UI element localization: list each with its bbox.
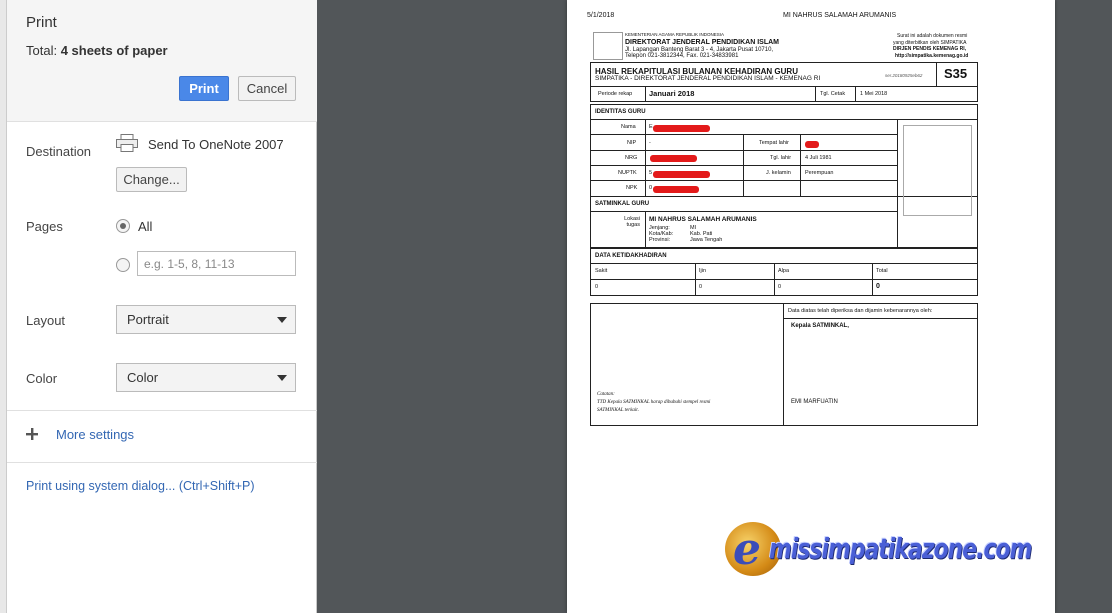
redaction — [653, 171, 710, 178]
pages-label: Pages — [26, 219, 63, 234]
val-ijin: 0 — [699, 284, 703, 290]
sheet-count — [26, 43, 168, 58]
report-subtitle: SIMPATIKA - DIREKTORAT JENDERAL PENDIDIKAN ISLAM - KEMENAG RI — [595, 75, 821, 82]
tgl-lahir-value: 4 Juli 1981 — [805, 155, 832, 161]
catatan-label: Catatan: — [597, 392, 615, 397]
jenis-kelamin-label: J. kelamin — [766, 170, 791, 176]
jenjang-label: Jenjang: — [649, 225, 670, 231]
jenis-kelamin-value: Perempuan — [805, 170, 834, 176]
color-label: Color — [26, 371, 58, 386]
change-destination-button[interactable]: Change... — [116, 167, 187, 192]
dialog-title: Print — [26, 14, 57, 31]
school-name: MI NAHRUS SALAMAH ARUMANIS — [649, 216, 757, 223]
divider — [7, 462, 317, 463]
print-header — [7, 0, 317, 122]
rule — [590, 119, 978, 120]
rule — [645, 86, 646, 102]
rule — [855, 86, 856, 102]
cetak-label: Tgl. Cetak — [820, 91, 846, 97]
kota-value: Kab. Pati — [690, 231, 713, 237]
form-code: S35 — [944, 66, 968, 81]
rule — [590, 86, 978, 87]
rule — [783, 303, 784, 426]
address-line-2: Telepon 021-3812344, Fax. 021-34833981 — [625, 53, 739, 59]
redaction — [653, 186, 699, 193]
tempat-lahir-label: Tempat lahir — [759, 140, 789, 146]
provinsi-label: Provinsi: — [649, 237, 671, 243]
ministry-name: KEMENTERIAN AGAMA REPUBLIK INDONESIA — [625, 32, 725, 37]
pages-all-label: All — [138, 219, 153, 234]
rule — [645, 119, 646, 196]
logo-placeholder — [593, 32, 623, 60]
chevron-down-icon — [277, 375, 287, 381]
pages-range-input[interactable] — [137, 251, 296, 276]
system-dialog-link[interactable]: Print using system dialog... (Ctrl+Shift+P) — [26, 479, 255, 493]
watermark-text: missimpatikazone.com — [769, 532, 1032, 565]
rule — [897, 119, 898, 248]
signature-box — [590, 303, 978, 426]
rule — [936, 62, 937, 86]
layout-select[interactable] — [116, 305, 296, 334]
print-header-title: MI NAHRUS SALAMAH ARUMANIS — [783, 12, 897, 19]
periode-value: Januari 2018 — [649, 89, 695, 98]
rule — [645, 211, 646, 248]
note-line-2: yang diterbitkan oleh SIMPATIKA — [893, 40, 967, 46]
rule — [590, 263, 978, 264]
watermark-logo — [725, 520, 1032, 580]
kota-label: Kota/Kab: — [649, 231, 674, 237]
rule — [872, 263, 873, 296]
identitas-heading: IDENTITAS GURU — [595, 109, 646, 115]
printer-icon — [116, 134, 138, 152]
rule — [774, 263, 775, 296]
nuptk-value: 5 — [649, 170, 653, 176]
pages-all-radio[interactable] — [116, 219, 130, 233]
cancel-button[interactable]: Cancel — [238, 76, 296, 101]
val-sakit: 0 — [595, 284, 599, 290]
note-line-3: DIRJEN PENDIS KEMENAG RI, — [893, 46, 967, 52]
npk-label: NPK — [626, 185, 638, 191]
total-value: 4 sheets of paper — [60, 43, 168, 58]
print-date: 5/1/2018 — [587, 12, 615, 19]
rule — [800, 134, 801, 196]
col-alpa: Alpa — [778, 268, 790, 274]
nuptk-label: NUPTK — [618, 170, 637, 176]
rule — [695, 263, 696, 296]
cetak-value: 1 Mei 2018 — [860, 91, 888, 97]
nrg-label: NRG — [625, 155, 638, 161]
kepala-label: Kepala SATMINKAL, — [791, 323, 849, 329]
rule — [590, 279, 978, 280]
col-sakit: Sakit — [595, 268, 608, 274]
plus-icon[interactable] — [26, 428, 38, 440]
note-line-4: http://simpatika.kemenag.go.id — [895, 53, 969, 59]
periode-label: Periode rekap — [598, 91, 633, 97]
divider — [7, 410, 317, 411]
destination-name: Send To OneNote 2007 — [148, 137, 284, 152]
catatan-line-1: TTD Kepala SATMINKAL harap dibubuhi stempel resmi — [597, 400, 711, 405]
window-edge — [0, 0, 7, 613]
nama-label: Nama — [621, 124, 636, 130]
photo-placeholder — [903, 125, 972, 216]
jenjang-value: MI — [690, 225, 697, 231]
color-value: Color — [127, 370, 159, 385]
signer-name: EMI MARFUATIN — [791, 399, 838, 405]
pages-custom-radio[interactable] — [116, 258, 130, 272]
val-alpa: 0 — [778, 284, 782, 290]
nama-value: E — [649, 124, 653, 130]
print-button[interactable]: Print — [179, 76, 229, 101]
lokasi-label: Lokasi tugas — [624, 216, 640, 228]
address-line-1: Jl. Lapangan Banteng Barat 3 - 4, Jakarta Pusat 10710, — [625, 47, 774, 53]
col-total: Total — [876, 268, 888, 274]
rule — [815, 86, 816, 102]
redaction — [805, 141, 819, 148]
col-ijin: Ijin — [699, 268, 707, 274]
rule — [590, 211, 897, 212]
verification-text: Data diatas telah diperiksa dan dijamin kebenarannya oleh: — [788, 308, 933, 314]
nip-value: - — [649, 140, 651, 146]
more-settings-link[interactable]: More settings — [56, 427, 135, 442]
destination-label: Destination — [26, 144, 92, 159]
nip-label: NIP — [627, 140, 637, 146]
layout-value: Portrait — [127, 312, 169, 327]
rule — [783, 318, 978, 319]
ketidakhadiran-heading: DATA KETIDAKHADIRAN — [595, 253, 667, 259]
report-title: HASIL REKAPITULASI BULANAN KEHADIRAN GURU — [595, 67, 798, 76]
total-prefix: Total: — [26, 43, 61, 58]
watermark-initial: e — [733, 524, 761, 575]
provinsi-value: Jawa Tengah — [690, 237, 723, 243]
note-line-1: Surat ini adalah dokumen resmi — [897, 33, 968, 39]
val-total: 0 — [876, 283, 880, 290]
reference-code: ser.20180925eb62 — [885, 73, 923, 78]
directorate-name: DIREKTORAT JENDERAL PENDIDIKAN ISLAM — [625, 39, 780, 46]
color-select[interactable] — [116, 363, 296, 392]
redaction — [650, 155, 697, 162]
chevron-down-icon — [277, 317, 287, 323]
print-settings-panel — [7, 0, 317, 613]
catatan-line-2: SATMINKAL terkait. — [597, 408, 639, 413]
satminkal-heading: SATMINKAL GURU — [595, 201, 650, 207]
redaction — [653, 125, 710, 132]
npk-value: 0 — [649, 185, 653, 191]
tgl-lahir-label: Tgl. lahir — [770, 155, 792, 161]
layout-label: Layout — [26, 313, 66, 328]
rule — [743, 134, 744, 196]
